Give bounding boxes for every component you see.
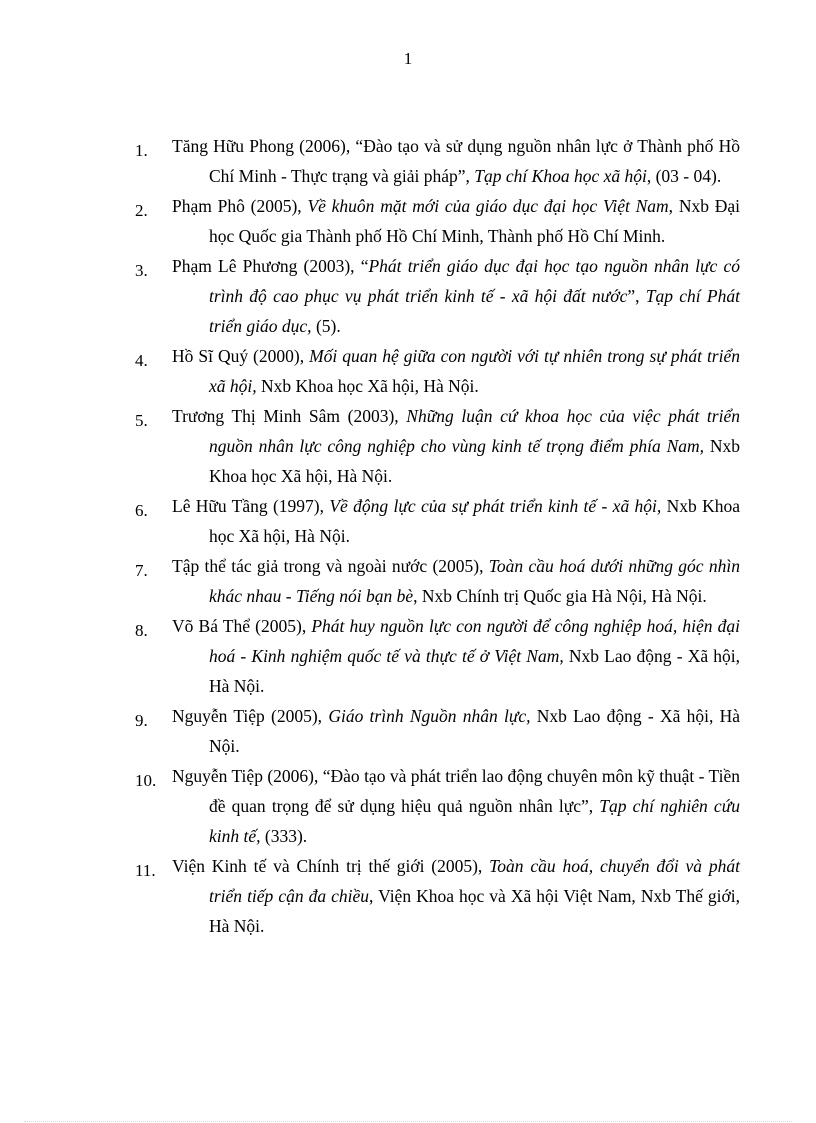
reference-author: Phạm Lê Phương (2003), “	[172, 256, 369, 276]
reference-details: Nxb Khoa học Xã hội, Hà Nội.	[209, 436, 740, 486]
reference-author: Võ Bá Thể (2005),	[172, 616, 312, 636]
reference-author: Tập thể tác giả trong và ngoài nước (2005),	[172, 556, 489, 576]
reference-text	[172, 131, 740, 191]
reference-text	[172, 551, 740, 611]
reference-details: ”,	[627, 286, 646, 306]
reference-details: , Viện Khoa học và Xã hội Việt Nam, Nxb Thế giới, Hà Nội.	[209, 886, 740, 936]
reference-number: 5.	[135, 411, 148, 430]
reference-text	[172, 701, 740, 761]
reference-author: Phạm Phô (2005),	[172, 196, 308, 216]
reference-number: 8.	[135, 621, 148, 640]
reference-number: 6.	[135, 501, 148, 520]
reference-details: Nxb Khoa học Xã hội, Hà Nội.	[256, 376, 479, 396]
reference-text	[172, 761, 740, 851]
reference-title: Về động lực của sự phát triển kinh tế - xã hội,	[329, 496, 662, 516]
reference-item	[0, 851, 816, 941]
reference-number: 10.	[135, 771, 157, 790]
reference-text	[172, 191, 740, 251]
reference-author: Lê Hữu Tầng (1997),	[172, 496, 330, 516]
page-number: 1	[403, 49, 413, 68]
reference-text	[172, 401, 740, 491]
page-bottom-divider	[24, 1121, 792, 1122]
reference-author: Nguyễn Tiệp (2005),	[172, 706, 329, 726]
reference-item	[0, 251, 816, 341]
reference-number: 4.	[135, 351, 148, 370]
reference-author: Hồ Sĩ Quý (2000),	[172, 346, 310, 366]
reference-details: Nxb Lao động - Xã hội, Hà Nội.	[209, 646, 740, 696]
reference-details: (333).	[260, 826, 308, 846]
reference-journal: Tạp chí Phát triển giáo dục,	[209, 286, 740, 336]
reference-item	[0, 341, 816, 401]
reference-item	[0, 761, 816, 851]
reference-number: 2.	[135, 201, 148, 220]
reference-item	[0, 701, 816, 761]
reference-text	[172, 251, 740, 341]
reference-title: Phát huy nguồn lực con người để công nghiệp hoá, hiện đại hoá - Kinh nghiệm quốc tế và thực tế ở Việt Nam,	[209, 616, 740, 666]
reference-title: Tạp chí nghiên cứu kinh tế,	[209, 796, 740, 846]
reference-title: Toàn cầu hoá dưới những góc nhìn khác nhau - Tiếng nói bạn bè	[209, 556, 740, 606]
reference-number: 11.	[135, 861, 156, 880]
reference-number: 1.	[135, 141, 148, 160]
reference-title: Giáo trình Nguồn nhân lực,	[328, 706, 531, 726]
reference-text	[172, 491, 740, 551]
reference-details: Nxb Lao động - Xã hội, Hà Nội.	[209, 706, 740, 756]
reference-list	[0, 131, 816, 941]
reference-item	[0, 131, 816, 191]
reference-details: , (03 - 04).	[646, 166, 722, 186]
reference-title: Tạp chí Khoa học xã hội	[474, 166, 647, 186]
reference-text	[172, 851, 741, 941]
reference-number: 9.	[135, 711, 148, 730]
reference-details: Nxb Khoa học Xã hội, Hà Nội.	[209, 496, 740, 546]
reference-title: Mối quan hệ giữa con người với tự nhiên trong sự phát triển xã hội,	[209, 346, 740, 396]
reference-title: Về khuôn mặt mới của giáo dục đại học Việt Nam	[307, 196, 669, 216]
reference-author: Viện Kinh tế và Chính trị thế giới (2005),	[172, 856, 490, 876]
reference-number: 7.	[135, 561, 148, 580]
reference-details: , Nxb Đại học Quốc gia Thành phố Hồ Chí Minh, Thành phố Hồ Chí Minh.	[209, 196, 740, 246]
reference-item	[0, 191, 816, 251]
reference-title: Những luận cứ khoa học của việc phát triển nguồn nhân lực công nghiệp cho vùng kinh tế trọng điểm phía Nam,	[209, 406, 740, 456]
reference-details: , Nxb Chính trị Quốc gia Hà Nội, Hà Nội.	[413, 586, 707, 606]
reference-author: Trương Thị Minh Sâm (2003),	[172, 406, 407, 426]
reference-issue: (5).	[311, 316, 341, 336]
reference-item	[0, 491, 816, 551]
reference-author: Tăng Hữu Phong (2006), “Đào tạo và sử dụng nguồn nhân lực ở Thành phố Hồ Chí Minh - Thực trạng và giải pháp”,	[172, 136, 740, 186]
reference-title: Phát triển giáo dục đại học tạo nguồn nhân lực có trình độ cao phục vụ phát triển kinh tế - xã hội đất nước	[209, 256, 740, 306]
reference-author: Nguyễn Tiệp (2006), “Đào tạo và phát triển lao động chuyên môn kỹ thuật - Tiền đề quan trọng để sử dụng hiệu quả nguồn nhân lực”,	[172, 766, 740, 816]
reference-title: Toàn cầu hoá, chuyển đổi và phát triển tiếp cận đa chiều	[209, 856, 741, 906]
reference-item	[0, 611, 816, 701]
reference-item	[0, 551, 816, 611]
reference-text	[172, 611, 740, 701]
reference-number: 3.	[135, 261, 148, 280]
reference-item	[0, 401, 816, 491]
reference-text	[172, 341, 740, 401]
